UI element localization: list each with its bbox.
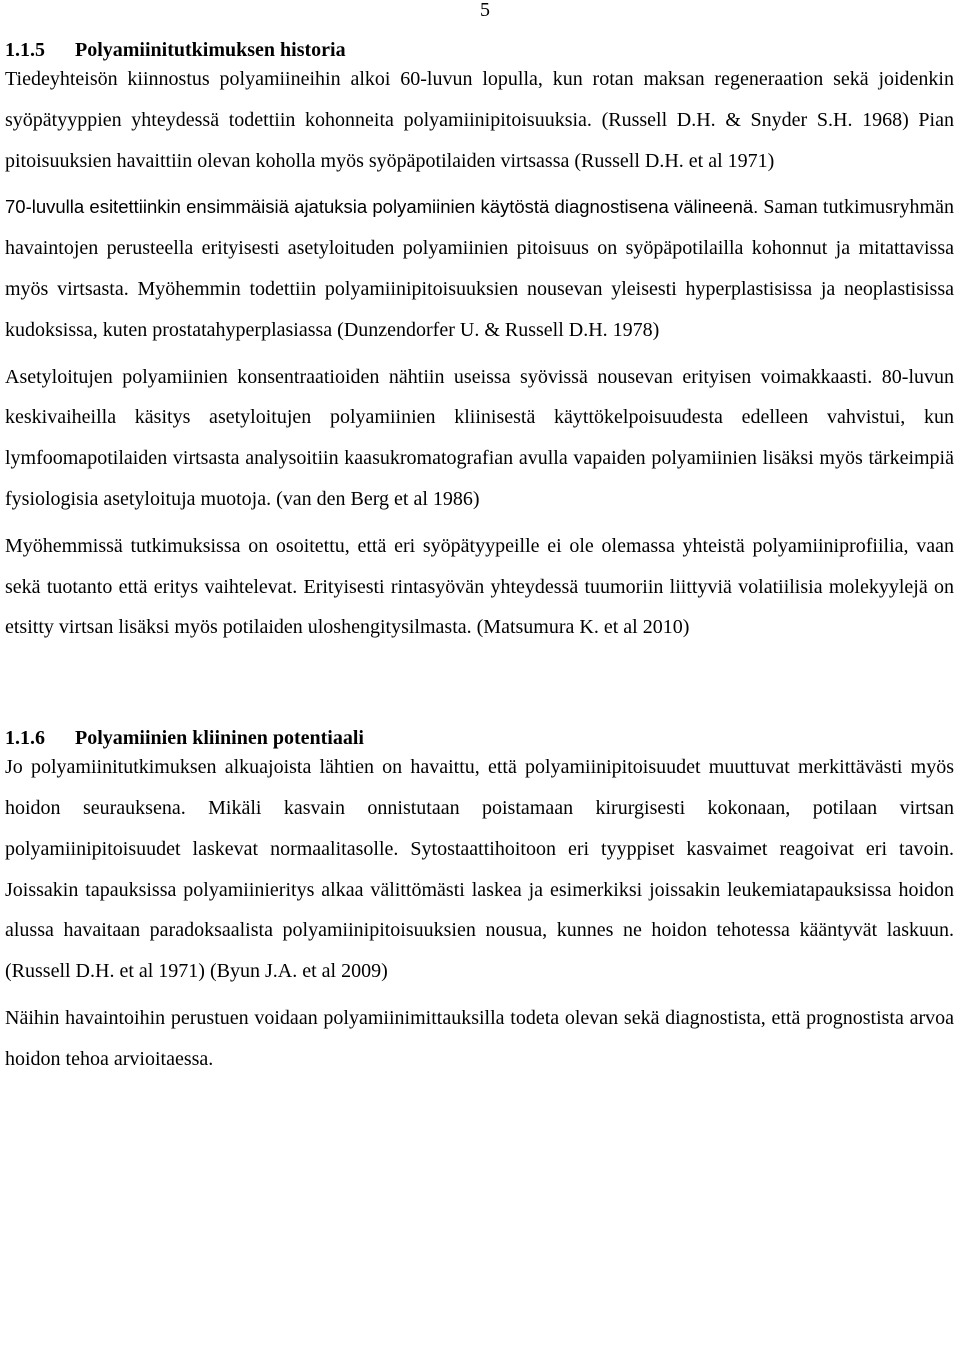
paragraph-text-sans: 70-luvulla esitettiinkin ensimmäisiä ajatuksia polyamiinien käytöstä diagnostisena välineenä. <box>5 196 759 218</box>
paragraph-diagnostics <box>5 187 954 350</box>
section-title: Polyamiinien kliininen potentiaali <box>75 727 364 750</box>
paragraph-prognostic <box>5 998 954 1080</box>
paragraph-later-studies <box>5 526 954 648</box>
paragraph-history-intro <box>5 59 954 181</box>
paragraph-text: Tiedeyhteisön kiinnostus polyamiineihin alkoi 60-luvun lopulla, kun rotan maksan regeneraation sekä joidenkin syöpätyyppien yhteydessä todettiin kohonneita polyamiinipitoisuuksia. (Russell D.H. & Snyder S.H. 1968) Pian pitoisuuksien havaittiin olevan koholla myös syöpäpotilaiden virtsassa (Russell D.H. et al 1971) <box>5 68 954 172</box>
paragraph-text: Näihin havaintoihin perustuen voidaan polyamiinimittauksilla todeta olevan sekä diagnostista, että prognostista arvoa hoidon tehoa arvioitaessa. <box>5 1006 954 1070</box>
paragraph-text: Jo polyamiinitutkimuksen alkuajoista lähtien on havaittu, että polyamiinipitoisuudet muuttuvat merkittävästi myös hoidon seurauksena. Mikäli kasvain onnistutaan poistamaan kirurgisesti kokonaan, potilaan virtsan polyamiinipitoisuudet laskevat normaalitasolle. Sytostaattihoitoon eri tyyppiset kasvaimet reagoivat eri tavoin. Joissakin tapauksissa polyamiinieritys alkaa välittömästi laskea ja esimerkiksi joissakin leukemiatapauksissa hoidon alussa havaitaan paradoksaalista polyamiinipitoisuuksien nousua, kunnes ne hoidon tehotessa kääntyvät laskuun. (Russell D.H. et al 1971) (Byun J.A. et al 2009) <box>5 756 954 983</box>
paragraph-text: Saman tutkimusryhmän havaintojen perusteella erityisesti asetyloituden polyamiinien pitoisuus on syöpäpotilailla kohonnut ja mitattavissa myös virtsasta. Myöhemmin todettiin polyamiinipitoisuuksien nousevan yleisesti hyperplastisissa ja neoplastisissa kudoksissa, kuten prostatahyperplasiassa (Dunzendorfer U. & Russell D.H. 1978) <box>5 196 954 341</box>
document-body <box>5 36 954 1080</box>
page-number: 5 <box>480 0 490 21</box>
paragraph-clinical <box>5 747 954 992</box>
section-title: Polyamiinitutkimuksen historia <box>75 39 346 61</box>
section-spacer <box>5 648 954 724</box>
paragraph-text: Asetyloitujen polyamiinien konsentraatioiden nähtiin useissa syövissä nousevan erityisen voimakkaasti. 80-luvun keskivaiheilla käsitys asetyloitujen polyamiinien kliinisestä käyttökelpoisuudesta edelleen vahvistui, kun lymfoomapotilaiden virtsasta analysoitiin kaasukromatografian avulla vapaiden polyamiinien lisäksi myös tärkeimpiä fysiologisia asetyloituja muotoja. (van den Berg et al 1986) <box>5 365 954 510</box>
section-number: 1.1.5 <box>5 39 45 61</box>
section-number: 1.1.6 <box>5 727 45 750</box>
paragraph-acetylated <box>5 357 954 520</box>
paragraph-text: Myöhemmissä tutkimuksissa on osoitettu, että eri syöpätyypeille ei ole olemassa yhteistä polyamiiniprofiilia, vaan sekä tuotanto että eritys vaihtelevat. Erityisesti rintasyövän yhteydessä tuumoriin liittyviä volatiilisia molekyylejä on etsitty virtsan lisäksi myös potilaiden uloshengitysilmasta. (Matsumura K. et al 2010) <box>5 534 954 639</box>
